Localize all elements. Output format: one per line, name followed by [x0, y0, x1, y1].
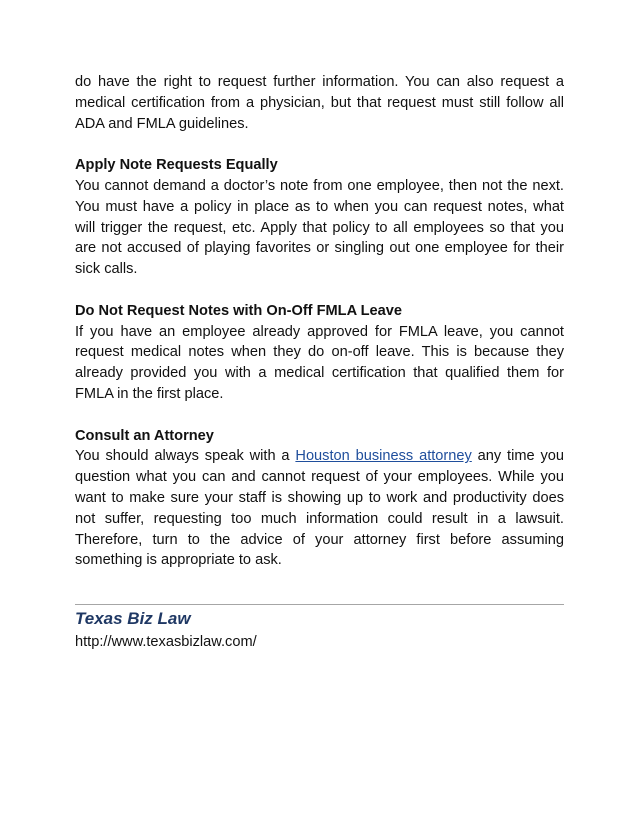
- houston-attorney-link[interactable]: Houston business attorney: [295, 448, 472, 465]
- section-heading: Consult an Attorney: [75, 427, 214, 444]
- intro-paragraph: do have the right to request further information. You can also request a medical certification from a physician, but that request must still follow all ADA and FMLA guidelines.: [75, 74, 564, 132]
- section-body: If you have an employee already approved for FMLA leave, you cannot request medical notes when they do on-off leave. This is because they already provided you with a medical certification that qualified them for FMLA in the first place.: [75, 323, 564, 402]
- company-url: http://www.texasbizlaw.com/: [75, 634, 257, 650]
- section-apply-note-requests: [75, 155, 564, 280]
- company-name: Texas Biz Law: [75, 609, 191, 628]
- article-body: [75, 72, 564, 592]
- section-body: You cannot demand a doctor’s note from one employee, then not the next. You must have a policy in place as to when you can request notes, what will trigger the request, etc. Apply that policy to all employees so that you are not accused of playing favorites or singling out one employee for their sick calls.: [75, 177, 564, 278]
- section-body: [75, 446, 564, 571]
- section-consult-attorney: [75, 426, 564, 572]
- footer-divider: [75, 604, 564, 605]
- section-heading: Apply Note Requests Equally: [75, 157, 278, 174]
- body-text-after-link: any time you question what you can and cannot request of your employees. While you want to make sure your staff is showing up to work and productivity does not suffer, requesting too much information could result in a lawsuit. Therefore, turn to the advice of your attorney first before assuming something is appropriate to ask.: [75, 448, 565, 569]
- body-text-before-link: You should always speak with a: [75, 448, 296, 465]
- section-heading: Do Not Request Notes with On-Off FMLA Leave: [75, 302, 403, 319]
- section-on-off-fmla: [75, 301, 564, 405]
